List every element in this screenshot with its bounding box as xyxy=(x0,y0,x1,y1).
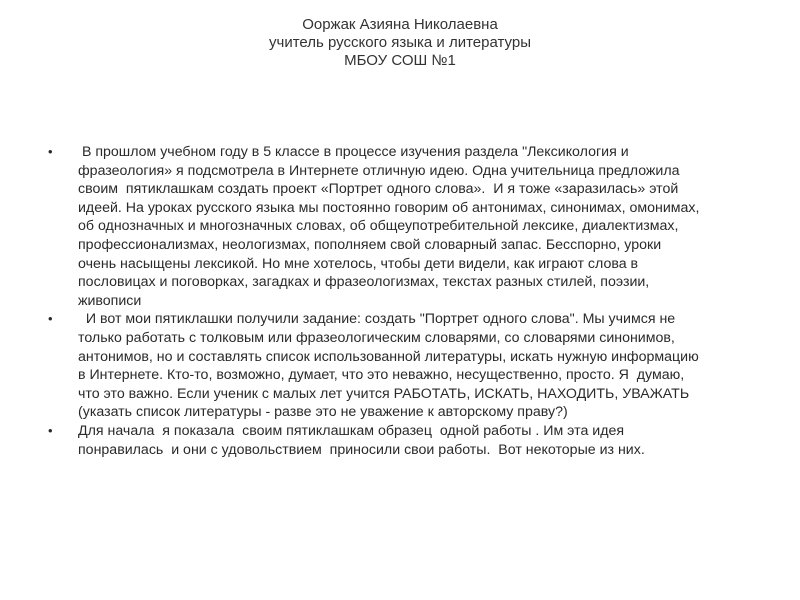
text-line: живописи xyxy=(78,292,142,309)
text-line: Для начала я показала своим пятиклашкам образец одной работы . Им эта идея xyxy=(78,422,625,439)
text-line: пословицах и поговорках, загадках и фразеологизмах, текстах разных стилей, поэзии, xyxy=(78,274,650,291)
text-line: антонимов, но и составлять список использованной литературы, искать нужную информацию xyxy=(78,348,699,365)
bullet-item xyxy=(48,143,768,310)
bullet-icon: • xyxy=(48,422,53,438)
text-line: фразеология» я подсмотрела в Интернете отличную идею. Одна учительница предложила xyxy=(78,162,680,179)
slide-body xyxy=(48,143,768,459)
author-name: Ооржак Азияна Николаевна xyxy=(302,16,498,33)
slide-title xyxy=(0,16,800,70)
bullet-icon: • xyxy=(48,311,53,327)
text-line: (указать список литературы - разве это не уважение к авторскому праву?) xyxy=(78,404,568,421)
text-line: об однозначных и многозначных словах, об общеупотребительной лексике, диалектизмах, xyxy=(78,218,679,235)
bullet-icon: • xyxy=(48,144,53,159)
author-position: учитель русского языка и литературы xyxy=(269,34,531,51)
text-line: В прошлом учебном году в 5 классе в процессе изучения раздела "Лексикология и xyxy=(78,144,629,160)
school-name: МБОУ СОШ №1 xyxy=(344,52,456,69)
text-line: И вот мои пятиклашки получили задание: создать "Портрет одного слова". Мы учимся не xyxy=(78,311,676,328)
text-line: только работать с толковым или фразеологическим словарями, со словарями синонимов, xyxy=(78,329,675,346)
text-line: очень насыщены лексикой. Но мне хотелось, чтобы дети видели, как играют слова в xyxy=(78,255,639,272)
text-line: профессионализмах, неологизмах, пополняем свой словарный запас. Бесспорно, уроки xyxy=(78,236,662,253)
bullet-item xyxy=(48,310,768,422)
text-line: в Интернете. Кто-то, возможно, думает, что это неважно, несущественно, просто. Я думаю, xyxy=(78,367,685,384)
text-line: идеей. На уроках русского языка мы постоянно говорим об антонимах, синонимах, омонимах, xyxy=(78,199,700,216)
bullet-item xyxy=(48,422,768,459)
text-line: понравилась и они с удовольствием приносили свои работы. Вот некоторые из них. xyxy=(78,441,645,458)
text-line: что это важно. Если ученик с малых лет учится РАБОТАТЬ, ИСКАТЬ, НАХОДИТЬ, УВАЖАТЬ xyxy=(78,385,690,402)
text-line: своим пятиклашкам создать проект «Портрет одного слова». И я тоже «заразилась» этой xyxy=(78,181,679,198)
